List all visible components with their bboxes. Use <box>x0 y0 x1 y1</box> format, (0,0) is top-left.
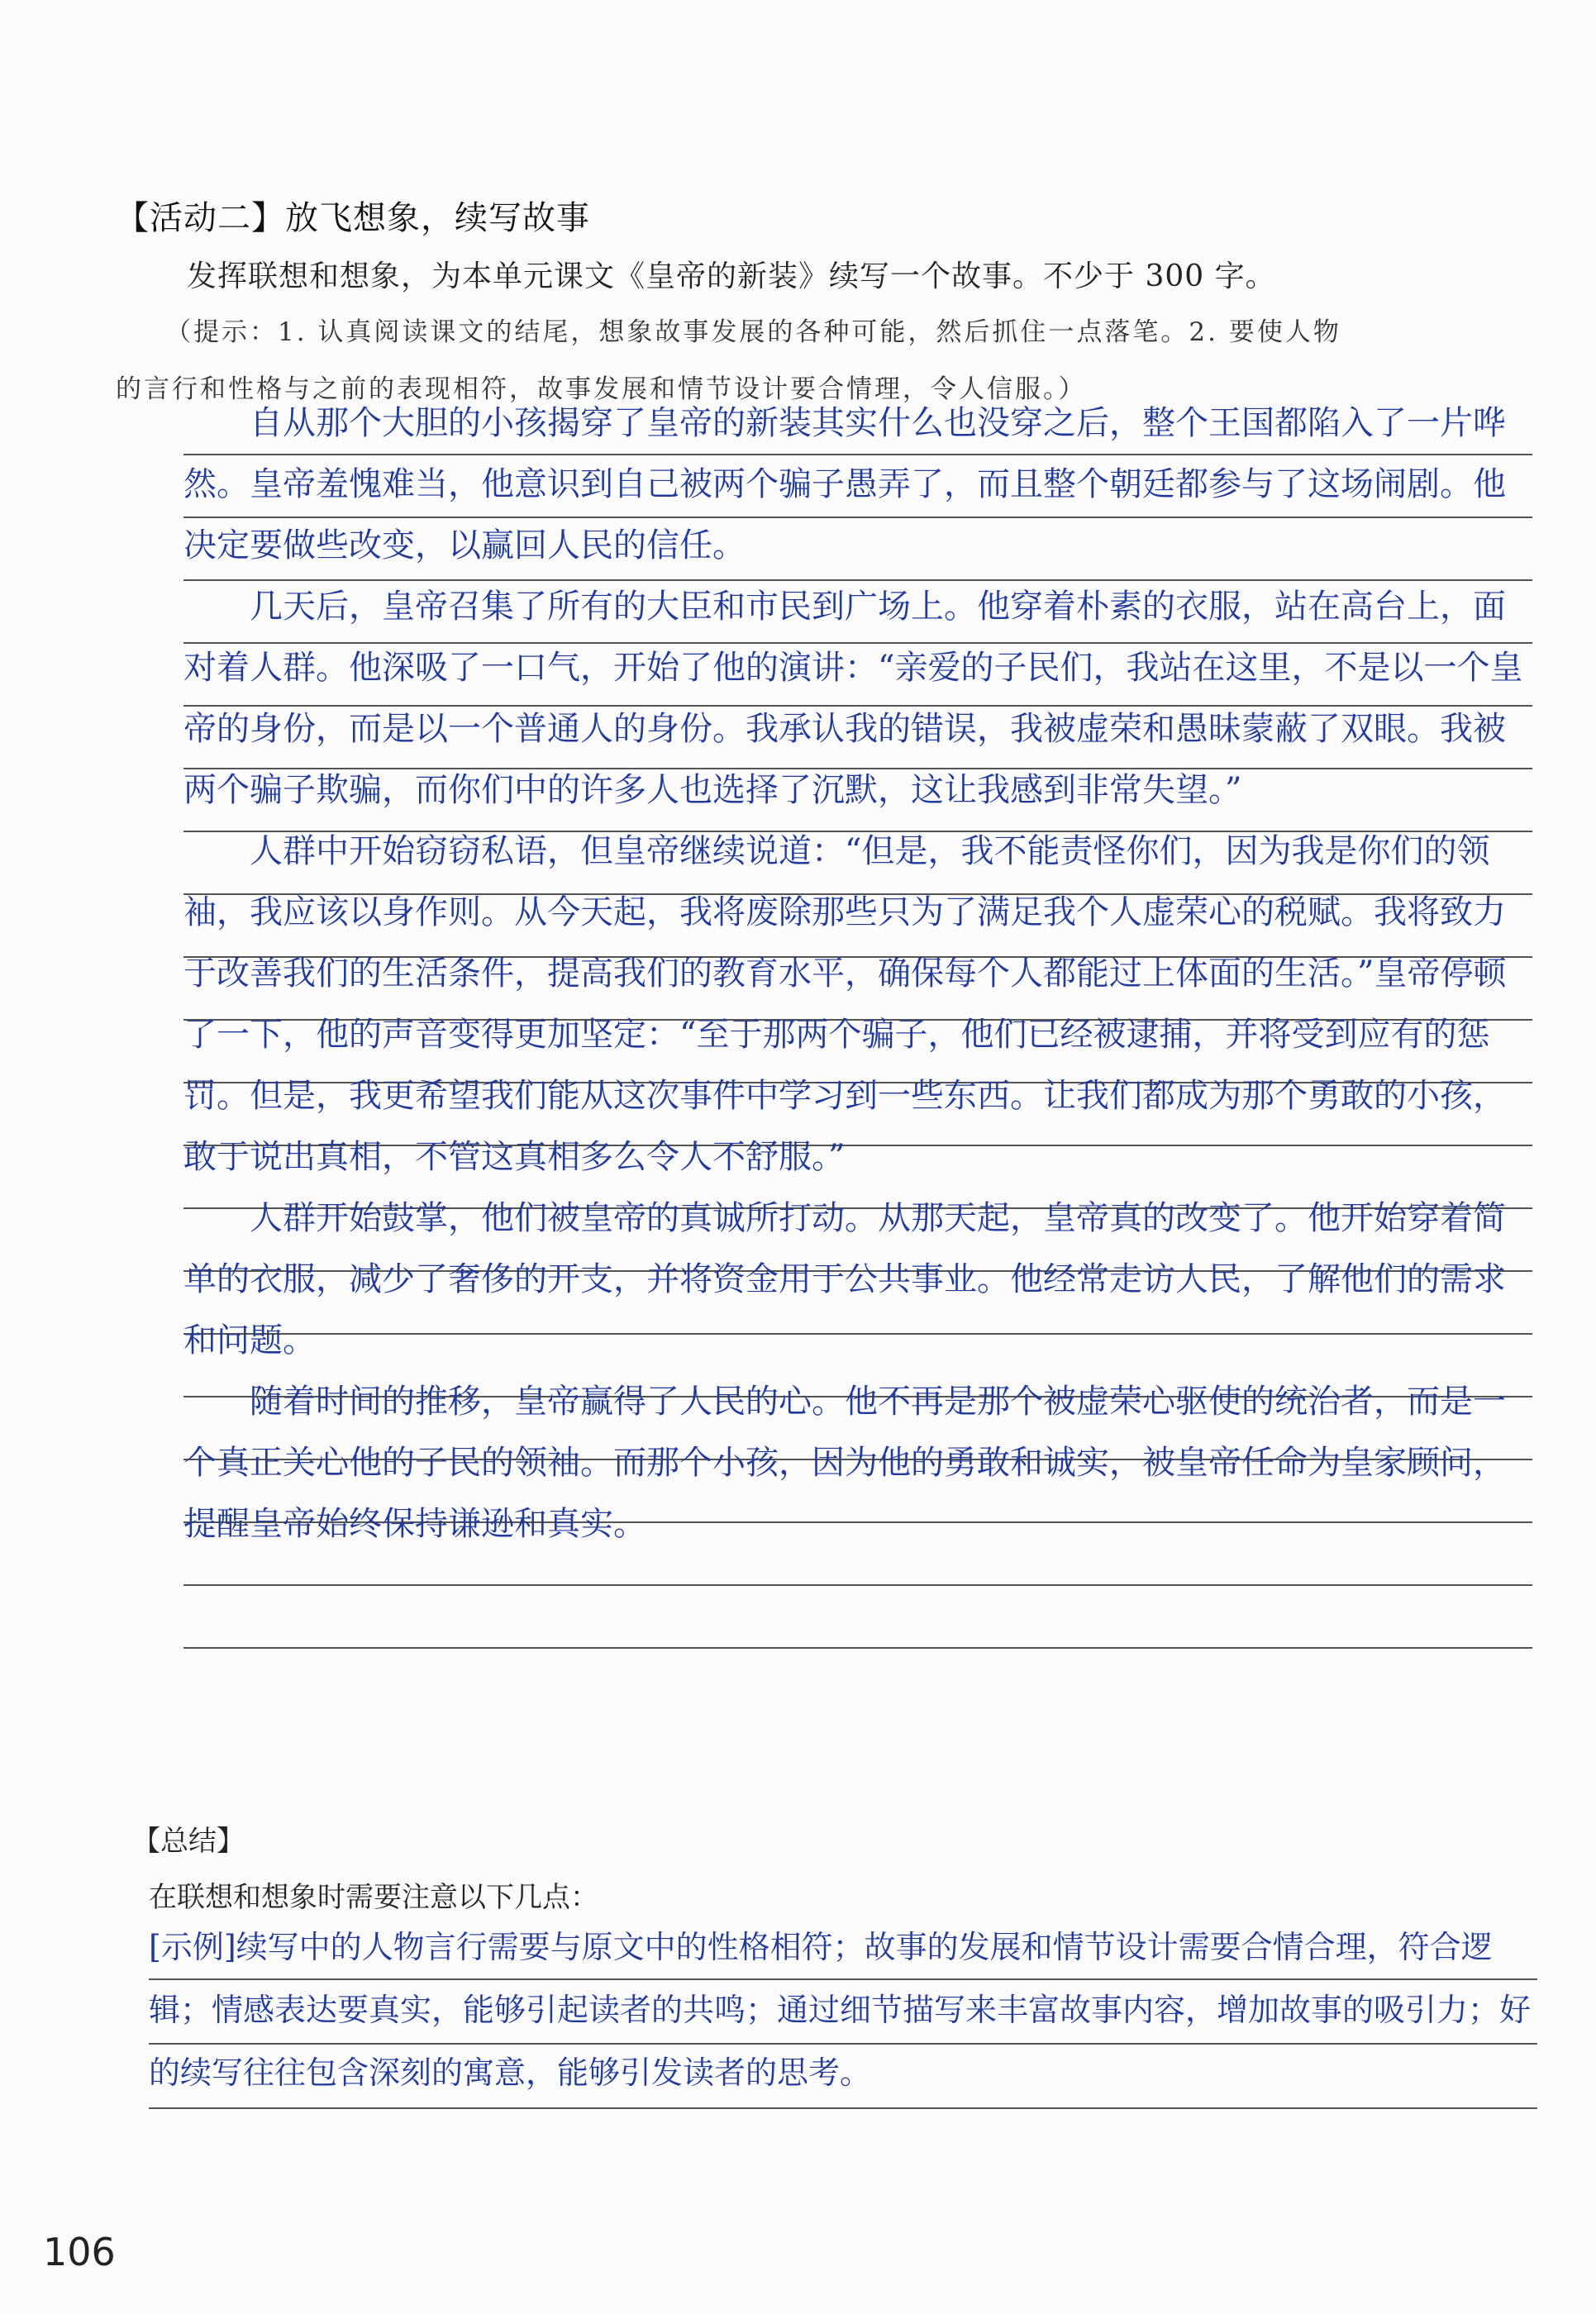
summary-intro: 在联想和想象时需要注意以下几点： <box>149 1881 598 1914</box>
activity-heading: 【活动二】放飞想象，续写故事 <box>116 199 590 237</box>
hint-line-1: （提示：1. 认真阅读课文的结尾，想象故事发展的各种可能，然后抓住一点落笔。2. 要使人物 <box>165 317 1341 347</box>
page-number: 106 <box>43 2230 116 2274</box>
essay-paragraph: 几天后，皇帝召集了所有的大臣和市民到广场上。他穿着朴素的衣服，站在高台上，面对着人群。他深吸了一口气，开始了他的演讲：“亲爱的子民们，我站在这里，不是以一个皇帝的身份，而是以一个普通人的身份。我承认我的错误，我被虚荣和愚昧蒙蔽了双眼。我被两个骗子欺骗，而你们中的许多人也选择了沉默，这让我感到非常失望。” <box>183 588 1523 809</box>
essay-paragraph: 自从那个大胆的小孩揭穿了皇帝的新装其实什么也没穿之后，整个王国都陷入了一片哗然。皇帝羞愧难当，他意识到自己被两个骗子愚弄了，而且整个朝廷都参与了这场闹剧。他决定要做些改变，以赢回人民的信任。 <box>183 404 1506 564</box>
summary-heading: 【总结】 <box>132 1825 245 1858</box>
essay-paragraph: 随着时间的推移，皇帝赢得了人民的心。他不再是那个被虚荣心驱使的统治者，而是一个真正关心他的子民的领袖。而那个小孩，因为他的勇敢和诚实，被皇帝任命为皇家顾问，提醒皇帝始终保持谦逊和真实。 <box>183 1383 1506 1543</box>
summary-answer-text: [示例]续写中的人物言行需要与原文中的性格相符；故事的发展和情节设计需要合情合理，符合逻辑；情感表达要真实，能够引起读者的共鸣；通过细节描写来丰富故事内容，增加故事的吸引力；好的续写往往包含深刻的寓意，能够引发读者的思考。 <box>149 1929 1532 2091</box>
essay-paragraph: 人群开始鼓掌，他们被皇帝的真诚所打动。从那天起，皇帝真的改变了。他开始穿着简单的衣服，减少了奢侈的开支，并将资金用于公共事业。他经常走访人民，了解他们的需求和问题。 <box>183 1199 1506 1359</box>
instruction-text: 发挥联想和想象，为本单元课文《皇帝的新装》续写一个故事。不少于 300 字。 <box>187 259 1276 293</box>
essay-writing-area <box>183 393 1532 1649</box>
essay-paragraph: 人群中开始窃窃私语，但皇帝继续说道：“但是，我不能责怪你们，因为我是你们的领袖，我应该以身作则。从今天起，我将废除那些只为了满足我个人虚荣心的税赋。我将致力于改善我们的生活条件，提高我们的教育水平，确保每个人都能过上体面的生活。”皇帝停顿了一下，他的声音变得更加坚定：“至于那两个骗子，他们已经被逮捕，并将受到应有的惩罚。但是，我更希望我们能从这次事件中学习到一些东西。让我们都成为那个勇敢的小孩，敢于说出真相，不管这真相多么令人不舒服。” <box>183 832 1507 1176</box>
essay-text <box>183 393 1532 1555</box>
hint-line-2: 的言行和性格与之前的表现相符，故事发展和情节设计要合情理，令人信服。） <box>116 374 1087 404</box>
summary-answer-area <box>149 1916 1537 2109</box>
